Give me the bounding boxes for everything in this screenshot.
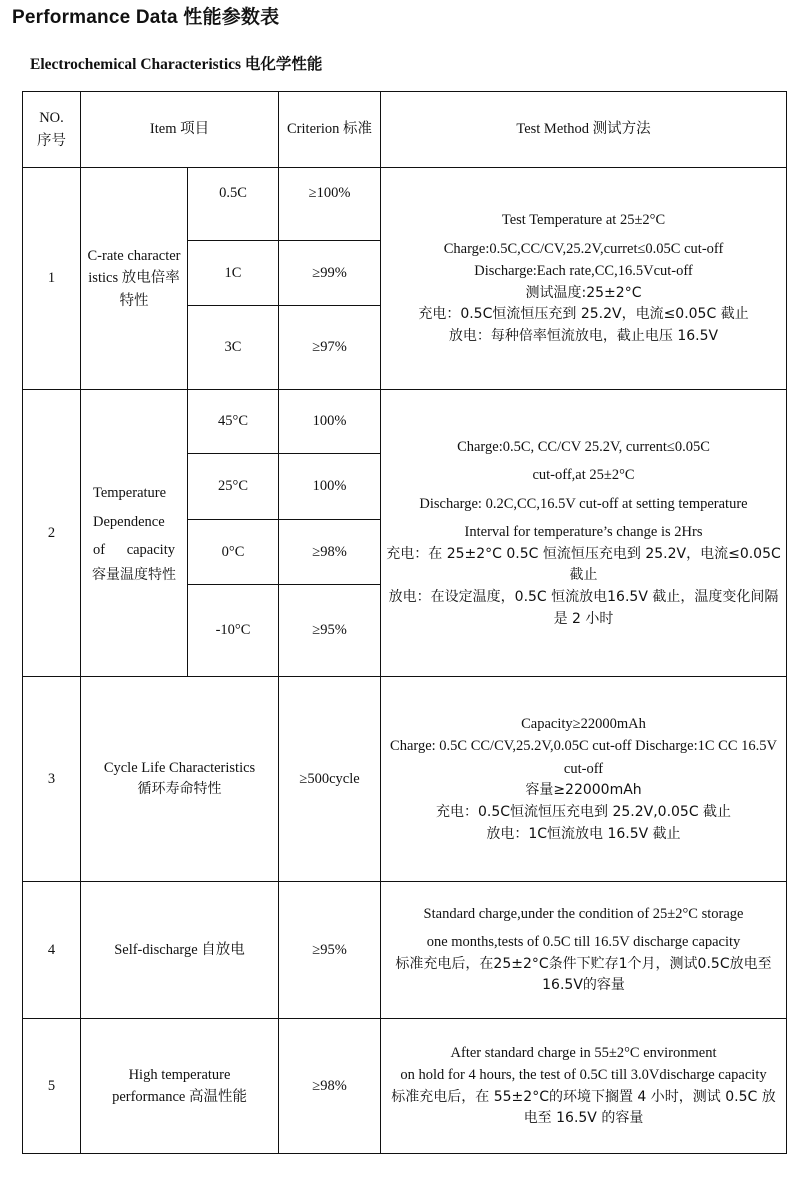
- table-row: [23, 168, 787, 241]
- row-item: C-rate characteristics 放电倍率特性: [81, 168, 188, 390]
- row-no: 2: [23, 390, 81, 677]
- sub-criterion: 100%: [279, 390, 381, 454]
- row-method: Charge:0.5C, CC/CV 25.2V, current≤0.05C cut-off,at 25±2°C Discharge: 0.2C,CC,16.5V cut-off at setting temperature Interval for temperature’s change is 2Hrs 充电：在 25±2°C 0.5C 恒流恒压充电到 25.2V，电流≤0.05C 截止 放电：在设定温度，0.5C 恒流放电16.5V 截止，温度变化间隔是 2 小时: [381, 390, 787, 677]
- row-method: Test Temperature at 25±2°C Charge:0.5C,CC/CV,25.2V,curret≤0.05C cut-off Discharge:Each rate,CC,16.5Vcut-off 测试温度:25±2°C 充电：0.5C恒流恒压充到 25.2V，电流≤0.05C 截止 放电：每种倍率恒流放电，截止电压 16.5V: [381, 168, 787, 390]
- header-method: Test Method 测试方法: [381, 92, 787, 168]
- table-header-row: [23, 92, 787, 168]
- sub-condition: 0°C: [188, 520, 279, 585]
- row-method: Capacity≥22000mAh Charge: 0.5C CC/CV,25.2V,0.05C cut-off Discharge:1C CC 16.5V cut-off 容量≥22000mAh 充电：0.5C恒流恒压充电到 25.2V,0.05C 截止 放电：1C恒流放电 16.5V 截止: [381, 677, 787, 882]
- sub-criterion: ≥95%: [279, 585, 381, 677]
- table-row: [23, 882, 787, 1019]
- header-criterion: Criterion 标准: [279, 92, 381, 168]
- header-item: Item 项目: [81, 92, 279, 168]
- row-item: High temperature performance 高温性能: [81, 1019, 279, 1154]
- sub-criterion: ≥99%: [279, 241, 381, 306]
- sub-condition: 25°C: [188, 454, 279, 520]
- row-criterion: ≥500cycle: [279, 677, 381, 882]
- section-title: Electrochemical Characteristics 电化学性能: [30, 56, 323, 73]
- row-method: Standard charge,under the condition of 25±2°C storage one months,tests of 0.5C till 16.5V discharge capacity 标准充电后，在25±2°C条件下贮存1个月，测试0.5C放电至16.5V的容量: [381, 882, 787, 1019]
- row-item: Cycle Life Characteristics 循环寿命特性: [81, 677, 279, 882]
- sub-condition: 0.5C: [188, 168, 279, 241]
- table-row: [23, 677, 787, 882]
- row-criterion: ≥95%: [279, 882, 381, 1019]
- sub-condition: 45°C: [188, 390, 279, 454]
- row-criterion: ≥98%: [279, 1019, 381, 1154]
- sub-criterion: ≥97%: [279, 306, 381, 390]
- row-no: 5: [23, 1019, 81, 1154]
- performance-table: [22, 91, 787, 1154]
- row-no: 1: [23, 168, 81, 390]
- sub-criterion: ≥98%: [279, 520, 381, 585]
- sub-condition: 3C: [188, 306, 279, 390]
- row-method: After standard charge in 55±2°C environment on hold for 4 hours, the test of 0.5C till 3.0Vdischarge capacity 标准充电后，在 55±2°C的环境下搁置 4 小时，测试 0.5C 放电至 16.5V 的容量: [381, 1019, 787, 1154]
- sub-criterion: ≥100%: [279, 168, 381, 241]
- header-no: NO.序号: [23, 92, 81, 168]
- row-no: 3: [23, 677, 81, 882]
- table-row: [23, 1019, 787, 1154]
- row-no: 4: [23, 882, 81, 1019]
- sub-condition: 1C: [188, 241, 279, 306]
- row-item: Self-discharge 自放电: [81, 882, 279, 1019]
- page-title: Performance Data 性能参数表: [12, 7, 280, 28]
- table-row: [23, 390, 787, 454]
- sub-condition: -10°C: [188, 585, 279, 677]
- row-item: Temperature Dependence of capacity 容量温度特性: [81, 390, 188, 677]
- sub-criterion: 100%: [279, 454, 381, 520]
